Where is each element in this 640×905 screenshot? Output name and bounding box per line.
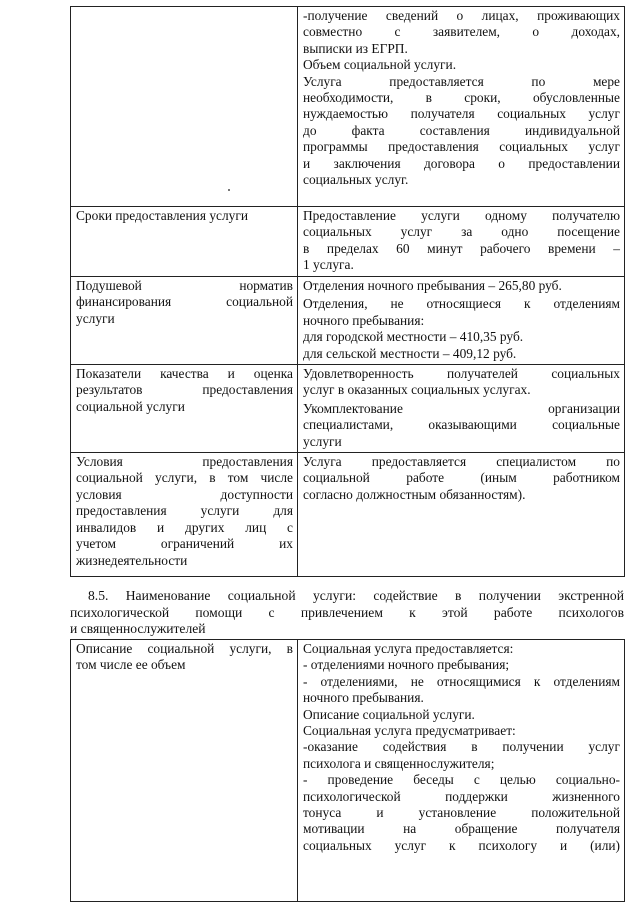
table-row-description xyxy=(71,640,625,902)
table-row-continuation xyxy=(71,7,625,207)
cell-conditions-value: Услуга предоставляется специалистом по социальной работе (иным работником согласно должностным обязанностям). xyxy=(298,453,625,577)
section-heading-8-5: 8.5. Наименование социальной услуги: содействие в получении экстренной психологической помощи с привлечением к этой работе психологов и священнослужителей xyxy=(70,588,624,637)
services-table xyxy=(70,6,625,577)
cell-terms-value: Предоставление услуги одному получателю социальных услуг за одно посещение в пределах 60 минут рабочего времени – 1 услуга. xyxy=(298,207,625,277)
cell-financing-label: Подушевой норматив финансирования социальной услуги xyxy=(71,277,298,365)
service-8-5-table xyxy=(70,639,625,902)
cell-quality-value: Удовлетворенность получателей социальных услуг в оказанных социальных услугах. Укомплектование организации специалистами, оказывающими социальные услуги xyxy=(298,365,625,453)
cell-conditions-label: Условия предоставления социальной услуги, в том числе условия доступности предоставления услуги для инвалидов и других лиц с учетом ограничений их жизнедеятельности xyxy=(71,453,298,577)
cell-description-label: Описание социальной услуги, в том числе ее объем xyxy=(71,640,298,902)
scan-speck xyxy=(228,189,230,191)
cell-service-description-continued: -получение сведений о лицах, проживающих совместно с заявителем, о доходах, выписки из ЕГРП. Объем социальной услуги. Услуга предоставляется по мере необходимости, в сроки, обусловленные нуждаемостью получателя социальных услуг до факта составления индивидуальной программы предоставления социальных услуг и заключения договора о предоставлении социальных услуг. xyxy=(298,7,625,207)
cell-financing-value: Отделения ночного пребывания – 265,80 руб. Отделения, не относящиеся к отделениям ночного пребывания: для городской местности – 410,35 руб. для сельской местности – 409,12 руб. xyxy=(298,277,625,365)
table-row-terms xyxy=(71,207,625,277)
table-row-financing xyxy=(71,277,625,365)
cell-terms-label: Сроки предоставления услуги xyxy=(71,207,298,277)
cell-description-value: Социальная услуга предоставляется: - отделениями ночного пребывания; - отделениями, не относящимися к отделениям ночного пребывания. Описание социальной услуги. Социальная услуга предусматривает: -оказание содействия в получении услуг психолога и священнослужителя; - проведение беседы с целью социально- психологической поддержки жизненного тонуса и установление положительной мотивации на обращение получателя социальных услуг к психологу и (или) xyxy=(298,640,625,902)
cell-quality-label: Показатели качества и оценка результатов предоставления социальной услуги xyxy=(71,365,298,453)
table-row-quality xyxy=(71,365,625,453)
cell-empty xyxy=(71,7,298,207)
table-row-conditions xyxy=(71,453,625,577)
